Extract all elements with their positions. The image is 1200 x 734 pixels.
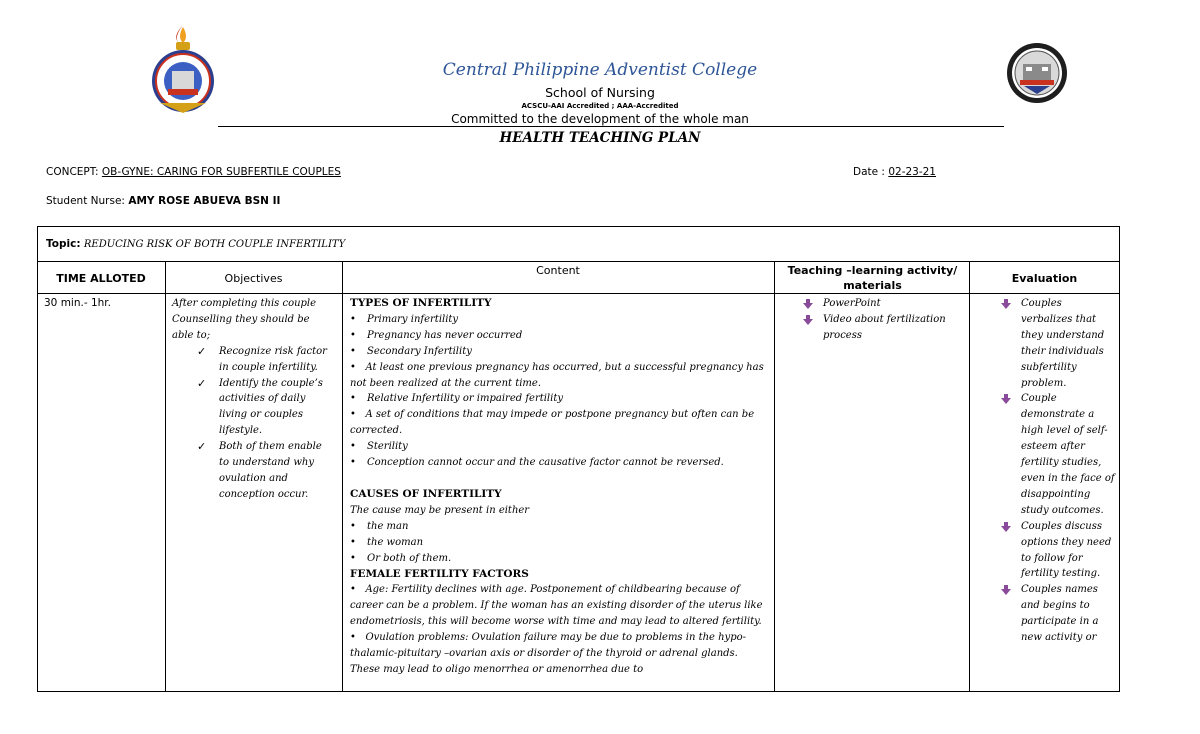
- college-name: Central Philippine Adventist College: [442, 60, 758, 80]
- column-header-content: Content: [536, 264, 580, 277]
- checkmark-icon: ✓: [197, 344, 207, 358]
- topic-value: REDUCING RISK OF BOTH COUPLE INFERTILITY: [83, 239, 346, 250]
- arrow-down-icon: [1001, 394, 1011, 404]
- content-bullet: • Secondary Infertility: [350, 344, 768, 360]
- column-divider: [165, 262, 166, 692]
- header-divider: [218, 126, 1004, 127]
- topic-label: Topic:: [46, 238, 81, 250]
- bullet-icon: •: [350, 632, 366, 644]
- concept-line: [46, 166, 341, 178]
- content-bullet: • the man: [350, 519, 768, 535]
- header-row-line: [37, 293, 1120, 294]
- checkmark-icon: ✓: [197, 376, 207, 390]
- objectives-intro: After completing this couple Counselling they should be able to;: [172, 298, 317, 341]
- topic-line: [46, 238, 345, 250]
- objective-item: ✓ Both of them enable to understand why ovulation and conception occur.: [197, 440, 322, 500]
- student-line: [46, 195, 280, 207]
- activities-cell: [800, 296, 960, 344]
- arrow-down-icon: [803, 315, 813, 325]
- bullet-icon: •: [350, 457, 356, 469]
- concept-value: OB-GYNE: CARING FOR SUBFERTILE COUPLES: [101, 166, 341, 178]
- column-divider: [342, 262, 343, 692]
- column-divider: [774, 262, 775, 692]
- bullet-icon: •: [350, 393, 356, 405]
- content-bullet: • Ovulation problems: Ovulation failure may be due to problems in the hypo-thalamic-pituitary –ovarian axis or disorder of the thyroid or adrenal glands. These may lead to oligo menorrhea or amenorrhea due to: [350, 632, 747, 675]
- column-divider: [969, 262, 970, 692]
- evaluation-item: Couples names and begins to participate in a new activity or: [998, 582, 1116, 646]
- bullet-icon: •: [350, 329, 356, 341]
- objective-item: ✓ Recognize risk factor in couple infertility.: [197, 344, 327, 373]
- concept-label: CONCEPT:: [46, 166, 99, 178]
- activity-item: Video about fertilization process: [800, 312, 960, 344]
- arrow-down-icon: [803, 299, 813, 309]
- column-header-objectives: Objectives: [224, 272, 283, 285]
- date-value: 02-23-21: [888, 166, 936, 178]
- bullet-icon: •: [350, 584, 366, 596]
- evaluation-item: Couple demonstrate a high level of self- esteem after fertility studies, even in the face of disappointing study outcomes.: [998, 391, 1116, 518]
- content-bullet: • Relative Infertility or impaired fertility: [350, 391, 768, 407]
- content-bullet: • Pregnancy has never occurred: [350, 328, 768, 344]
- column-header-time: TIME ALLOTED: [56, 272, 146, 285]
- plan-title: HEALTH TEACHING PLAN: [499, 130, 701, 146]
- bullet-icon: •: [350, 409, 366, 421]
- column-header-activities: Teaching –learning activity/ materials: [787, 264, 958, 292]
- bullet-icon: •: [350, 520, 356, 532]
- arrow-down-icon: [1001, 585, 1011, 595]
- content-cell: [350, 296, 768, 692]
- content-bullet: • At least one previous pregnancy has occurred, but a successful pregnancy has not been realized at the current time.: [350, 361, 764, 389]
- bullet-icon: •: [350, 552, 356, 564]
- date-label: Date :: [853, 166, 885, 178]
- bullet-icon: •: [350, 313, 356, 325]
- school-name: School of Nursing: [545, 85, 655, 100]
- activity-item: PowerPoint: [800, 296, 960, 312]
- checkmark-icon: ✓: [197, 440, 207, 454]
- content-bullet: • Age: Fertility declines with age. Postponement of childbearing because of career can be a problem. If the woman has an existing disorder of the uterus like endometriosis, this will become worse with time and may lead to altered fertility.: [350, 584, 763, 628]
- column-header-evaluation: Evaluation: [1011, 272, 1078, 285]
- causes-intro: The cause may be present in either: [350, 504, 530, 516]
- motto: Committed to the development of the whole man: [451, 112, 749, 126]
- bullet-icon: •: [350, 536, 356, 548]
- bullet-icon: •: [350, 441, 356, 453]
- content-bullet: • Conception cannot occur and the causative factor cannot be reversed.: [350, 455, 768, 471]
- time-allotted: 30 min.- 1hr.: [44, 297, 111, 309]
- accreditation: ACSCU-AAI Accredited ; AAA-Accredited: [521, 102, 679, 110]
- evaluation-item: Couples verbalizes that they understand their individuals subfertility problem.: [998, 296, 1116, 391]
- content-bullet: • Or both of them.: [350, 551, 768, 567]
- arrow-down-icon: [1001, 299, 1011, 309]
- arrow-down-icon: [1001, 522, 1011, 532]
- student-label: Student Nurse:: [46, 195, 125, 207]
- content-bullet: • Primary infertility: [350, 312, 768, 328]
- content-bullet: • A set of conditions that may impede or postpone pregnancy but often can be corrected.: [350, 409, 755, 437]
- evaluation-cell: [998, 296, 1116, 692]
- bullet-icon: •: [350, 345, 356, 357]
- bullet-icon: •: [350, 361, 366, 373]
- causes-heading: CAUSES OF INFERTILITY: [350, 487, 502, 500]
- objective-item: ✓ Identify the couple’s activities of daily living or couples lifestyle.: [197, 376, 323, 437]
- types-heading: TYPES OF INFERTILITY: [350, 297, 492, 309]
- date-line: [853, 166, 936, 178]
- content-bullet: • Sterility: [350, 439, 768, 455]
- female-factors-heading: FEMALE FERTILITY FACTORS: [350, 567, 529, 580]
- content-bullet: • the woman: [350, 535, 768, 551]
- student-value: AMY ROSE ABUEVA BSN II: [128, 195, 281, 207]
- objectives-cell: [172, 296, 334, 503]
- evaluation-item: Couples discuss options they need to follow for fertility testing.: [998, 519, 1116, 583]
